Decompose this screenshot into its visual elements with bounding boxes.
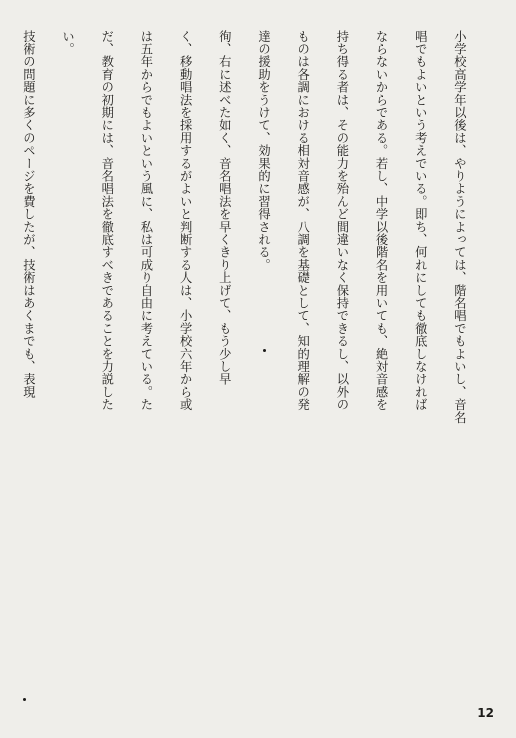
text-line: 小学校高学年以後は、やりようによっては、階名唱でもよいし、音名 xyxy=(452,30,467,424)
text-line: 技術の問題に多くのページを費したが、技術はあくまでも、表現 xyxy=(21,30,36,399)
page-number: 12 xyxy=(477,706,494,720)
text-line: 徇、右に述べた如く、音名唱法を早くきり上げて、もう少し早 xyxy=(217,30,232,386)
text-line: 唱でもよいという考えでいる。即ち、何れにしても徹底しなければ xyxy=(413,30,428,411)
text-line: だ、教育の初期には、音名唱法を徹底すべきであることを力説した xyxy=(99,30,114,411)
vertical-text-body xyxy=(18,30,488,680)
text-line: 達の援助をうけて、効果的に習得される。 xyxy=(256,30,271,272)
text-line: い。 xyxy=(60,30,75,56)
text-line: ものは各調における相対音感が、八調を基礎として、知的理解の発 xyxy=(295,30,310,411)
text-line: は五年からでもよいという風に、私は可成り自由に考えている。た xyxy=(138,30,153,411)
margin-mark xyxy=(263,349,266,352)
text-line: く、移動唱法を採用するがよいと判断する人は、小学校六年から或 xyxy=(178,30,193,411)
margin-mark xyxy=(23,698,26,701)
text-line: ならないからである。若し、中学以後階名を用いても、絶対音感を xyxy=(374,30,389,411)
text-line: 持ち得る者は、その能力を殆んど間違いなく保持できるし、以外の xyxy=(334,30,349,411)
